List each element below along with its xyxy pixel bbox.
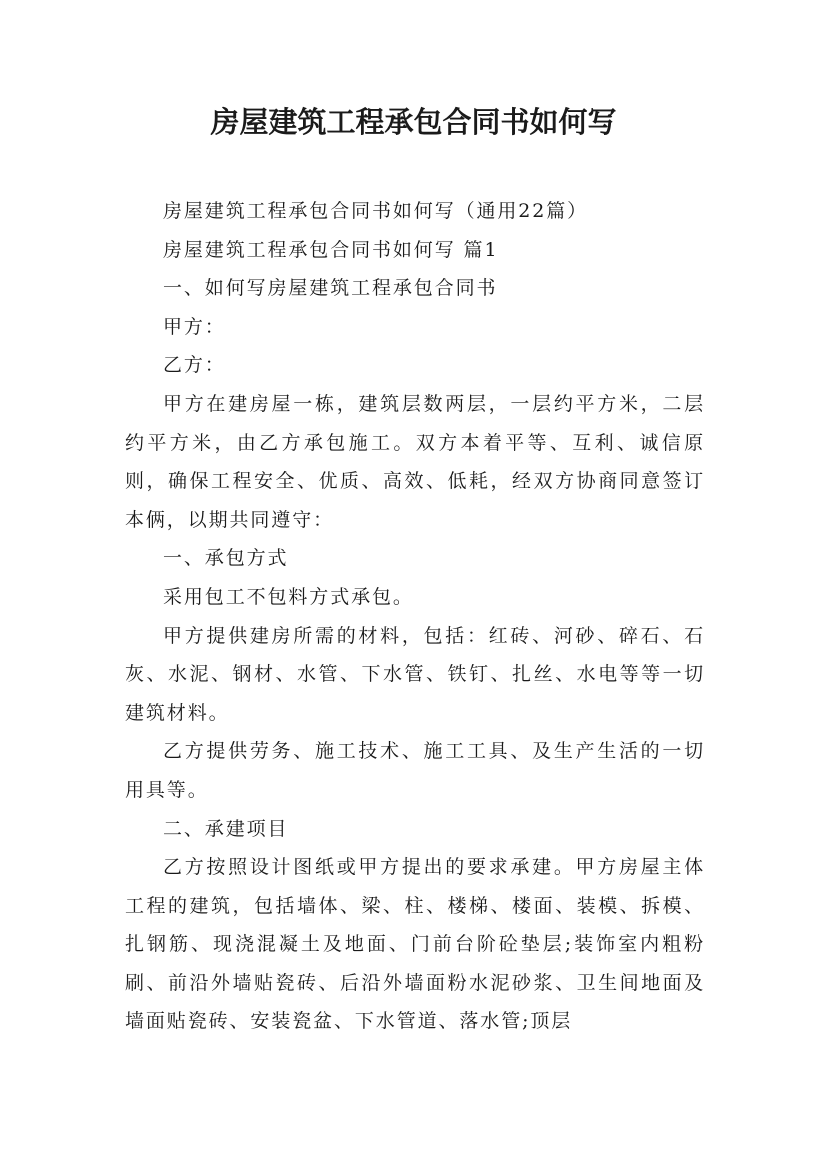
paragraph-text: 甲方提供建房所需的材料，包括：红砖、河砂、碎石、石灰、水泥、钢材、水管、下水管、铁钉、扎丝、水电等等一切建筑材料。	[125, 624, 705, 724]
paragraph-text: 乙方提供劳务、施工技术、施工工具、及生产生活的一切用具等。	[125, 740, 705, 801]
paragraph-section-label: 房屋建筑工程承包合同书如何写 篇1	[163, 238, 499, 261]
paragraph-intro: 甲方在建房屋一栋，建筑层数两层，一层约平方米，二层约平方米，由乙方承包施工。双方本着平等、互利、诚信原则，确保工程安全、优质、高效、低耗，经双方协商同意签订本俩，以期共同遵守：	[125, 392, 705, 531]
paragraph-subtitle: 房屋建筑工程承包合同书如何写（通用22篇）	[163, 200, 589, 222]
paragraph-text: 采用包工不包料方式承包。	[163, 585, 414, 608]
paragraph-heading: 一、承包方式	[163, 547, 289, 570]
paragraph-heading: 二、承建项目	[163, 817, 289, 840]
paragraph-party-b: 乙方：	[163, 354, 226, 377]
paragraph-heading: 一、如何写房屋建筑工程承包合同书	[163, 277, 498, 300]
document-title: 房屋建筑工程承包合同书如何写	[210, 105, 617, 139]
document-body	[125, 192, 705, 1041]
paragraph-text: 乙方按照设计图纸或甲方提出的要求承建。甲方房屋主体工程的建筑，包括墙体、梁、柱、楼梯、楼面、装模、拆模、扎钢筋、现浇混凝土及地面、门前台阶砼垫层;装饰室内粗粉刷、前沿外墙贴瓷砖、后沿外墙面粉水泥砂浆、卫生间地面及墙面贴瓷砖、安装瓷盆、下水管道、落水管;顶层	[125, 856, 705, 1033]
paragraph-party-a: 甲方：	[163, 315, 226, 338]
